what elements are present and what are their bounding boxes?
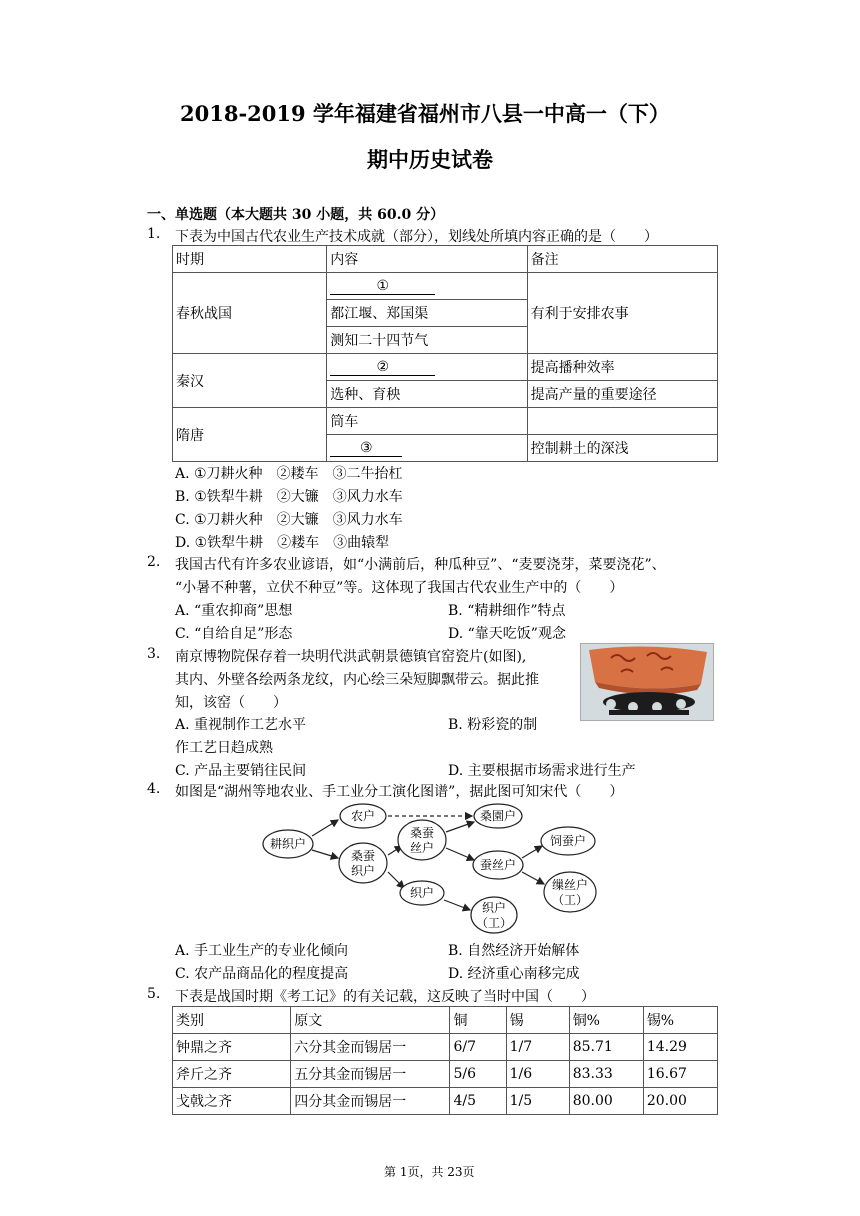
- table-cell: 1/5: [506, 1088, 569, 1115]
- table-cell-note: 有利于安排农事: [527, 273, 717, 354]
- table-cell: 1/7: [506, 1034, 569, 1061]
- question-3-option-b[interactable]: B. 粉彩瓷的制: [448, 717, 538, 733]
- table-cell-note: 提高播种效率: [527, 354, 717, 381]
- table-header: 原文: [291, 1007, 450, 1034]
- table-cell: 选种、育秧: [327, 381, 527, 408]
- question-3-option-c[interactable]: C. 产品主要销往民间: [175, 763, 307, 779]
- table-cell: 戈戟之齐: [173, 1088, 291, 1115]
- table-header: 类别: [173, 1007, 291, 1034]
- diagram-label: 农户: [350, 809, 376, 823]
- table-cell: 测知二十四节气: [327, 327, 527, 354]
- table-header: 锡: [506, 1007, 569, 1034]
- table-cell-note: 控制耕土的深浅: [527, 435, 717, 462]
- table-cell: 14.29: [643, 1034, 717, 1061]
- question-3-stem-line2: 其内、外壁各绘两条龙纹，内心绘三朵短脚飘带云。据此推: [175, 672, 539, 688]
- table-cell: 斧斤之齐: [173, 1061, 291, 1088]
- diagram-label: 织户: [409, 886, 435, 900]
- question-2-option-d[interactable]: D. “靠天吃饭”观念: [448, 626, 566, 642]
- diagram-label: 织户: [350, 864, 376, 878]
- table-header: 铜%: [569, 1007, 643, 1034]
- diagram-label: 织户: [481, 901, 507, 915]
- table-header: 备注: [527, 246, 717, 273]
- table-row: [173, 1088, 718, 1115]
- table-cell: 5/6: [450, 1061, 506, 1088]
- question-2-option-c[interactable]: C. “自给自足”形态: [175, 626, 293, 642]
- question-5-number: 5.: [147, 986, 161, 1002]
- table-cell: 4/5: [450, 1088, 506, 1115]
- porcelain-shard-image: [580, 643, 714, 721]
- table-header: 时期: [173, 246, 327, 273]
- table-cell: 四分其金而锡居一: [291, 1088, 450, 1115]
- table-cell-period: 隋唐: [173, 408, 327, 462]
- question-3-stem-line3: 知，该窑（ ）: [175, 695, 287, 711]
- table-cell: 钟鼎之齐: [173, 1034, 291, 1061]
- diagram-label: 饲蚕户: [549, 834, 587, 848]
- question-1-option-d[interactable]: D. ①铁犁牛耕 ②耧车 ③曲辕犁: [175, 535, 390, 551]
- table-cell: 都江堰、郑国渠: [327, 300, 527, 327]
- division-of-labor-diagram: [262, 800, 602, 935]
- table-cell-note: 提高产量的重要途径: [527, 381, 717, 408]
- table-cell: 五分其金而锡居一: [291, 1061, 450, 1088]
- page-title-line1: 2018-2019 学年福建省福州市八县一中高一（下）: [180, 101, 670, 126]
- question-3-option-d[interactable]: D. 主要根据市场需求进行生产: [448, 763, 636, 779]
- table-row: [173, 1034, 718, 1061]
- question-2-stem-line2: “小暑不种薯，立伏不种豆”等。这体现了我国古代农业生产中的（ ）: [175, 580, 624, 596]
- table-cell: 1/6: [506, 1061, 569, 1088]
- question-1-option-a[interactable]: A. ①刀耕火种 ②耧车 ③二牛抬杠: [175, 466, 403, 482]
- table-cell-note: [527, 408, 717, 435]
- table-cell: 筒车: [327, 408, 527, 435]
- diagram-label: 缫丝户: [551, 878, 589, 892]
- question-2-option-a[interactable]: A. “重农抑商”思想: [175, 603, 293, 619]
- question-3-stem-line1: 南京博物院保存着一块明代洪武朝景德镇官窑瓷片(如图),: [175, 649, 527, 665]
- table-cell: 20.00: [643, 1088, 717, 1115]
- question-1-stem: 下表为中国古代农业生产技术成就（部分），划线处所填内容正确的是（ ）: [175, 229, 658, 245]
- table-header: 锡%: [643, 1007, 717, 1034]
- table-header: 铜: [450, 1007, 506, 1034]
- question-3-number: 3.: [147, 646, 161, 662]
- page-footer: 第 1页，共 23页: [384, 1165, 475, 1179]
- table-cell: 80.00: [569, 1088, 643, 1115]
- table-header: 内容: [327, 246, 527, 273]
- section-heading: 一、单选题（本大题共 30 小题，共 60.0 分）: [147, 207, 445, 223]
- question-5-table: [172, 1006, 718, 1115]
- question-1-number: 1.: [147, 226, 161, 242]
- diagram-label: 桑蚕: [409, 826, 435, 840]
- question-2-number: 2.: [147, 554, 161, 570]
- question-5-stem: 下表是战国时期《考工记》的有关记载，这反映了当时中国（ ）: [175, 989, 595, 1005]
- table-cell: 六分其金而锡居一: [291, 1034, 450, 1061]
- question-4-number: 4.: [147, 781, 161, 797]
- table-cell-period: 春秋战国: [173, 273, 327, 354]
- table-cell-blank: ②: [327, 354, 527, 381]
- table-cell-blank: ①: [327, 273, 527, 300]
- diagram-label: 耕织户: [269, 837, 307, 851]
- diagram-label: 丝户: [409, 841, 435, 855]
- diagram-label: （工）: [475, 916, 513, 930]
- question-3-option-a[interactable]: A. 重视制作工艺水平: [175, 717, 307, 733]
- question-1-option-c[interactable]: C. ①刀耕火种 ②大镰 ③风力水车: [175, 512, 403, 528]
- question-1-table: [172, 245, 718, 462]
- table-cell: 85.71: [569, 1034, 643, 1061]
- table-row: [173, 1061, 718, 1088]
- question-2-stem-line1: 我国古代有许多农业谚语，如“小满前后，种瓜种豆”、“麦要浇芽，菜要浇花”、: [175, 557, 666, 573]
- question-4-option-c[interactable]: C. 农产品商品化的程度提高: [175, 966, 349, 982]
- page-title-line2: 期中历史试卷: [367, 147, 493, 172]
- table-cell: 6/7: [450, 1034, 506, 1061]
- question-4-stem: 如图是“湖州等地农业、手工业分工演化图谱”，据此图可知宋代（ ）: [175, 784, 624, 800]
- question-2-option-b[interactable]: B. “精耕细作”特点: [448, 603, 566, 619]
- table-cell-period: 秦汉: [173, 354, 327, 408]
- table-cell-blank: ③: [327, 435, 527, 462]
- diagram-label: （工）: [551, 893, 589, 907]
- table-cell: 83.33: [569, 1061, 643, 1088]
- table-cell: 16.67: [643, 1061, 717, 1088]
- diagram-label: 桑蚕: [350, 849, 376, 863]
- question-3-option-b-cont: 作工艺日趋成熟: [175, 740, 273, 756]
- question-4-option-a[interactable]: A. 手工业生产的专业化倾向: [175, 943, 349, 959]
- question-4-option-d[interactable]: D. 经济重心南移完成: [448, 966, 580, 982]
- diagram-label: 桑園户: [479, 809, 517, 823]
- diagram-label: 蚕丝户: [479, 858, 517, 872]
- question-1-option-b[interactable]: B. ①铁犁牛耕 ②大镰 ③风力水车: [175, 489, 403, 505]
- question-4-option-b[interactable]: B. 自然经济开始解体: [448, 943, 580, 959]
